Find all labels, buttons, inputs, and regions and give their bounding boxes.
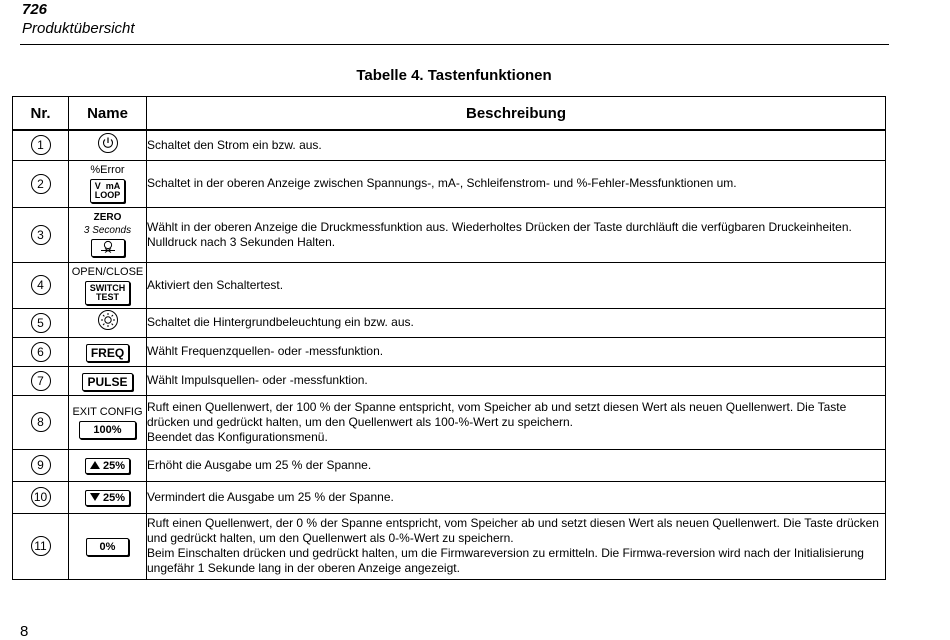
manual-section-title: Produktübersicht [22, 20, 135, 37]
triangle-up-icon [90, 461, 100, 469]
table-row [13, 207, 886, 262]
switch-test-key: SWITCH TEST [85, 281, 131, 305]
key-alt-label: %Error [90, 164, 125, 176]
key-cell [69, 449, 147, 481]
column-header-name: Name [69, 97, 147, 131]
row-number: 6 [31, 342, 51, 362]
row-number: 4 [31, 275, 51, 295]
row-number: 1 [31, 135, 51, 155]
row-number: 2 [31, 174, 51, 194]
row-description: Aktiviert den Schaltertest. [147, 277, 284, 292]
key-cell [69, 395, 147, 449]
row-description: Ruft einen Quellenwert, der 0 % der Spanne entspricht, vom Speicher ab und setzt diesen Wert als neuen Quellenwert. Die Taste drücken und gedrückt halten, um den Quellenwert als 0-%-Wert zu speichern. [147, 516, 879, 545]
manual-model: 726 [22, 1, 48, 18]
key-cell [69, 160, 147, 207]
row-number: 3 [31, 225, 51, 245]
row-description: Wählt Impulsquellen- oder -messfunktion. [147, 373, 368, 387]
key-0-percent: 0% [86, 538, 130, 556]
pressure-icon [98, 240, 118, 253]
row-description: Wählt in der oberen Anzeige die Druckmessfunktion aus. Wiederholtes Drücken der Taste durchläuft die verfügbaren Druckeinheiten. [147, 219, 852, 234]
table-row [13, 449, 886, 481]
key-100-percent: 100% [79, 421, 135, 439]
key-functions-table [12, 96, 886, 580]
freq-key: FREQ [86, 344, 129, 362]
row-description: Schaltet die Hintergrundbeleuchtung ein bzw. aus. [147, 315, 414, 329]
row-number: 10 [31, 487, 51, 507]
table-row [13, 160, 886, 207]
key-alt-label: EXIT CONFIG [72, 405, 143, 418]
key-hold-label: 3 Seconds [83, 225, 132, 236]
table-row [13, 308, 886, 337]
table-header-row [13, 97, 886, 131]
key-cell [69, 308, 147, 337]
row-number: 5 [31, 313, 51, 333]
key-alt-label: OPEN/CLOSE [71, 265, 144, 278]
zero-key [91, 239, 125, 257]
table-row [13, 366, 886, 395]
row-number: 7 [31, 371, 51, 391]
page-number: 8 [20, 623, 29, 640]
pulse-key: PULSE [82, 373, 132, 391]
key-alt-label: ZERO [93, 212, 122, 223]
table-row [13, 513, 886, 579]
key-cell [69, 207, 147, 262]
header-rule [20, 44, 889, 45]
row-description-extra: Beim Einschalten drücken und gedrückt halten, um die Firmwareversion zu ermitteln. Die Firmwa-reversion wird nach der Initialisierung ungefähr 1 Sekunde lang in der oberen Anzeige angezeigt. [147, 546, 864, 575]
column-header-description: Beschreibung [147, 97, 886, 131]
table-row [13, 395, 886, 449]
row-description-extra: Nulldruck nach 3 Sekunden Halten. [147, 234, 336, 249]
key-cell [69, 513, 147, 579]
column-header-nr: Nr. [13, 97, 69, 131]
decrease-25-key: 25% [85, 490, 130, 506]
backlight-icon [97, 309, 119, 331]
power-icon [97, 132, 119, 154]
row-description: Erhöht die Ausgabe um 25 % der Spanne. [147, 457, 372, 472]
row-description: Ruft einen Quellenwert, der 100 % der Spanne entspricht, vom Speicher ab und setzt diesen Wert als neuen Quellenwert. Die Taste drücken und gedrückt halten, um den Quellenwert als 100-%-Wert zu speichern. [147, 399, 847, 429]
row-description: Vermindert die Ausgabe um 25 % der Spanne. [147, 489, 394, 504]
row-description: Schaltet den Strom ein bzw. aus. [147, 137, 322, 152]
table-row [13, 337, 886, 366]
v-ma-loop-key: V mA LOOP [90, 179, 126, 203]
key-cell [69, 366, 147, 395]
table-row [13, 130, 886, 160]
row-description: Schaltet in der oberen Anzeige zwischen Spannungs-, mA-, Schleifenstrom- und %-Fehler-Messfunktionen um. [147, 176, 737, 190]
row-number: 9 [31, 455, 51, 475]
increase-25-key: 25% [85, 458, 130, 474]
row-number: 11 [31, 536, 51, 556]
row-number: 8 [31, 412, 51, 432]
table-row [13, 262, 886, 308]
key-cell [69, 337, 147, 366]
key-cell [69, 130, 147, 160]
triangle-down-icon [90, 493, 100, 501]
key-cell [69, 481, 147, 513]
key-cell [69, 262, 147, 308]
row-description-extra: Beendet das Konfigurationsmenü. [147, 429, 328, 444]
table-row [13, 481, 886, 513]
table-title: Tabelle 4. Tastenfunktionen [356, 67, 552, 84]
row-description: Wählt Frequenzquellen- oder -messfunktion. [147, 344, 384, 358]
